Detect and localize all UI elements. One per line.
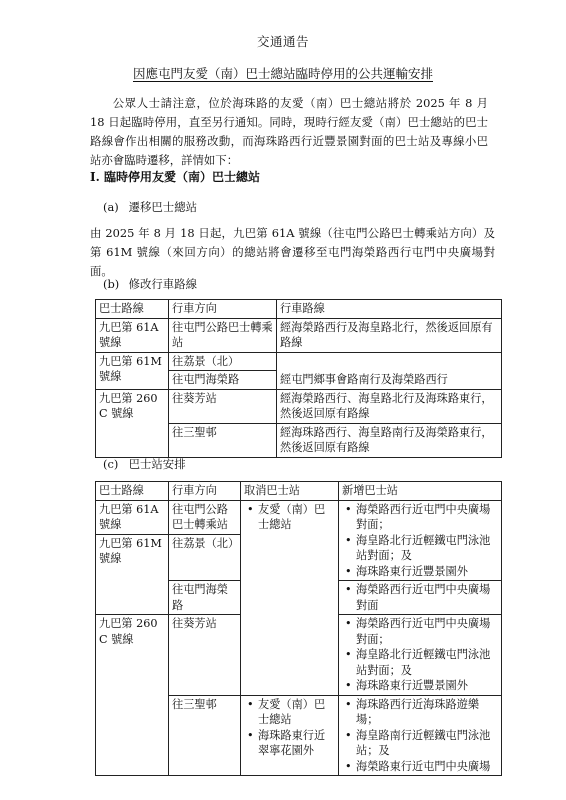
table-row bbox=[96, 500, 502, 534]
intro-paragraph: 公眾人士請注意，位於海珠路的友愛（南）巴士總站將於 2025 年 8 月 18 日起臨時停用，直至另行通知。同時，現時行經友愛（南）巴士總站的巴士路線會作出相關的服務改動，而海珠路西行近豐景園對面的巴士站及專線小巴站亦會臨時遷移，詳情如下： bbox=[90, 96, 488, 167]
list-item: • 海皇路北行近輕鐵屯門泳池站對面；及 bbox=[342, 533, 498, 564]
list-item: • 海榮路東行近屯門中央廣場 bbox=[342, 759, 498, 775]
table-row bbox=[96, 352, 502, 371]
direction-cell: 往葵芳站 bbox=[169, 615, 241, 696]
bus-stop-table bbox=[95, 481, 502, 776]
subsection-b-marker: (b) bbox=[103, 277, 120, 291]
subsection-c-title: 巴士站安排 bbox=[128, 457, 186, 471]
path-cell: 經海榮路西行及海皇路北行，然後返回原有路線 bbox=[277, 318, 502, 352]
list-item: • 海珠路東行近翠寧花園外 bbox=[244, 728, 335, 759]
list-item: • 海皇路北行近輕鐵屯門泳池站對面；及 bbox=[342, 647, 498, 678]
subsection-c-marker: (c) bbox=[103, 457, 119, 471]
header-cell: 巴士路線 bbox=[96, 300, 169, 319]
subsection-a-text: 由 2025 年 8 月 18 日起，九巴第 61A 號線（往屯門公路巴士轉乘站方向）及第 61M 號線（來回方向）的總站將會遷移至屯門海榮路西行屯門中央廣場對面。 bbox=[90, 226, 495, 278]
add-stop-list bbox=[342, 616, 498, 694]
list-item: • 海榮路西行近屯門中央廣場對面 bbox=[342, 582, 498, 613]
add-stop-cell bbox=[339, 581, 502, 615]
header-cell: 行車路線 bbox=[277, 300, 502, 319]
subsection-b-heading bbox=[103, 276, 197, 292]
header-cell: 新增巴士站 bbox=[339, 482, 502, 501]
header-cell: 取消巴士站 bbox=[241, 482, 339, 501]
list-item: • 海珠路東行近豐景園外 bbox=[342, 678, 498, 694]
add-stop-cell bbox=[339, 615, 502, 696]
direction-cell: 往三聖邨 bbox=[169, 423, 277, 457]
direction-cell: 往荔景（北） bbox=[169, 534, 241, 581]
direction-cell: 往屯門公路巴士轉乘站 bbox=[169, 500, 241, 534]
cancel-stop-cell bbox=[241, 500, 339, 695]
list-item: • 海珠路東行近豐景園外 bbox=[342, 564, 498, 580]
cancel-stop-list bbox=[244, 697, 335, 759]
add-stop-list bbox=[342, 582, 498, 613]
direction-cell: 往屯門海榮路 bbox=[169, 581, 241, 615]
route-change-table bbox=[95, 299, 502, 458]
table-header-row bbox=[96, 482, 502, 501]
list-item: • 友愛（南）巴士總站 bbox=[244, 502, 335, 533]
list-item: • 海皇路南行近輕鐵屯門泳池站；及 bbox=[342, 728, 498, 759]
direction-cell: 往葵芳站 bbox=[169, 389, 277, 423]
route-cell: 九巴第 61A 號線 bbox=[96, 500, 169, 534]
route-cell: 九巴第 61M 號線 bbox=[96, 534, 169, 615]
route-cell: 九巴第 61M 號線 bbox=[96, 352, 169, 389]
notice-title: 交通通告 bbox=[256, 34, 309, 49]
header-cell: 巴士路線 bbox=[96, 482, 169, 501]
direction-cell: 往三聖邨 bbox=[169, 695, 241, 776]
subsection-a-marker: (a) bbox=[103, 200, 119, 214]
table-row bbox=[96, 318, 502, 352]
path-cell: 經海榮路西行、海皇路北行及海珠路東行，然後返回原有路線 bbox=[277, 389, 502, 423]
cancel-stop-cell bbox=[241, 695, 339, 776]
header-cell: 行車方向 bbox=[169, 300, 277, 319]
path-cell: 經屯門鄉事會路南行及海榮路西行 bbox=[277, 352, 502, 389]
cancel-stop-list bbox=[244, 502, 335, 533]
subsection-b-title: 修改行車路線 bbox=[128, 277, 197, 291]
list-item: • 海榮路西行近屯門中央廣場對面； bbox=[342, 502, 498, 533]
add-stop-cell bbox=[339, 695, 502, 776]
subsection-c-heading bbox=[103, 456, 186, 472]
direction-cell: 往屯門公路巴士轉乘站 bbox=[169, 318, 277, 352]
list-item: • 海珠路西行近海珠路遊樂場； bbox=[342, 697, 498, 728]
subsection-a-heading bbox=[103, 199, 197, 215]
route-cell: 九巴第 260C 號線 bbox=[96, 615, 169, 776]
list-item: • 海榮路西行近屯門中央廣場對面； bbox=[342, 616, 498, 647]
header-cell: 行車方向 bbox=[169, 482, 241, 501]
direction-cell: 往屯門海榮路 bbox=[169, 371, 277, 390]
route-cell: 九巴第 61A 號線 bbox=[96, 318, 169, 352]
add-stop-list bbox=[342, 502, 498, 580]
table-row bbox=[96, 389, 502, 423]
table-header-row bbox=[96, 300, 502, 319]
notice-subtitle: 因應屯門友愛（南）巴士總站臨時停用的公共運輸安排 bbox=[132, 66, 433, 81]
add-stop-cell bbox=[339, 500, 502, 581]
list-item: • 友愛（南）巴士總站 bbox=[244, 697, 335, 728]
subsection-a-title: 遷移巴士總站 bbox=[128, 200, 197, 214]
path-cell: 經海珠路西行、海皇路南行及海榮路東行，然後返回原有路線 bbox=[277, 423, 502, 457]
add-stop-list bbox=[342, 697, 498, 775]
direction-cell: 往荔景（北） bbox=[169, 352, 277, 371]
section-1-heading: I. 臨時停用友愛（南）巴士總站 bbox=[90, 170, 260, 184]
route-cell: 九巴第 260C 號線 bbox=[96, 389, 169, 457]
